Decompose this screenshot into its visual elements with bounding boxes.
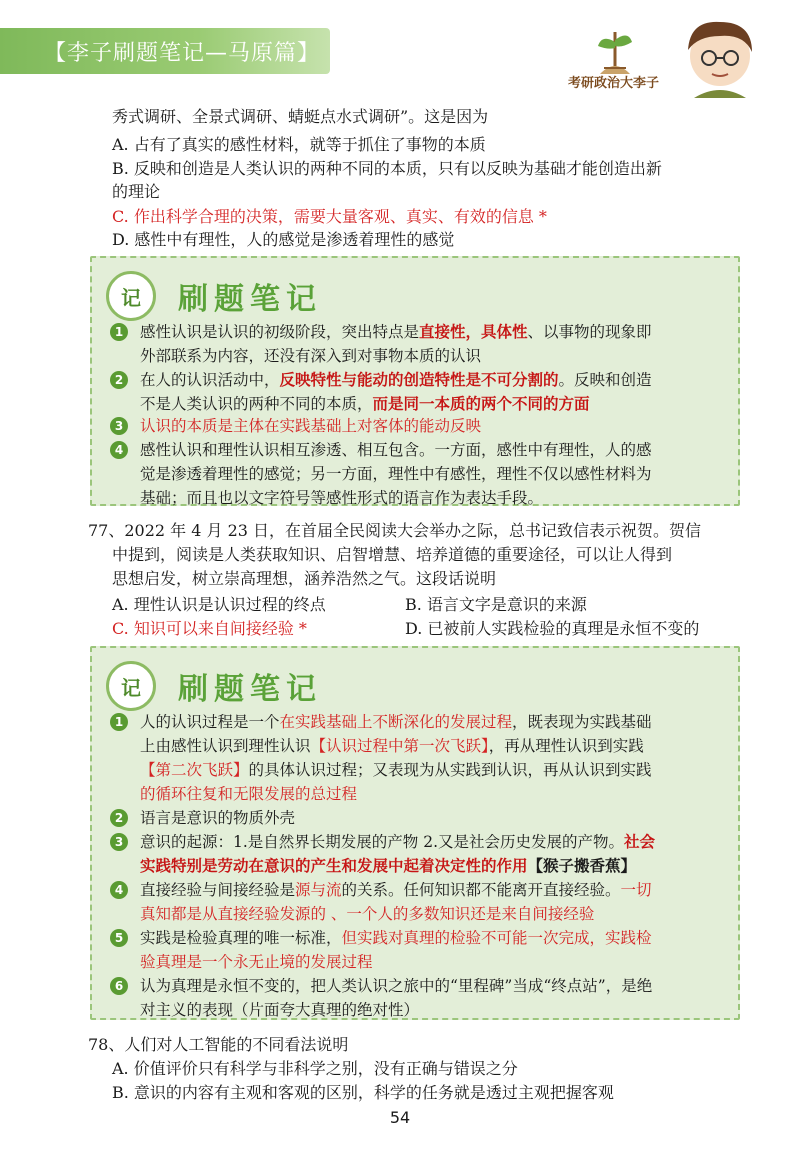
item-number-icon: 6 <box>110 977 128 995</box>
item-text: 人的认识过程是一个 <box>140 713 280 731</box>
item-text: 感性认识和理性认识相互渗透、相互包含。一方面，感性中有理性，人的感 <box>140 441 652 459</box>
note-box-2 <box>90 646 740 1020</box>
item-number-icon: 3 <box>110 417 128 435</box>
note1-item-1 <box>112 320 732 368</box>
item-highlight: 验真理是一个永无止境的发展过程 <box>140 953 373 971</box>
q78-option-a: A. 价值评价只有科学与非科学之别，没有正确与错误之分 <box>112 1059 518 1078</box>
q77-option-b: B. 语言文字是意识的来源 <box>405 595 587 614</box>
q78-option-b: B. 意识的内容有主观和客观的区别，科学的任务就是透过主观把握客观 <box>112 1083 614 1102</box>
q77-option-c: C. 知识可以来自间接经验 * <box>112 619 307 638</box>
item-number-icon: 1 <box>110 323 128 341</box>
item-highlight: 认识的本质是主体在实践基础上对客体的能动反映 <box>140 417 482 435</box>
q76-option-d: D. 感性中有理性，人的感觉是渗透着理性的感觉 <box>112 230 455 249</box>
item-text: 的具体认识过程；又表现为从实践到认识，再从认识到实践 <box>248 761 652 779</box>
item-text: 直接经验与间接经验是 <box>140 881 296 899</box>
note2-item-4 <box>112 878 732 926</box>
item-text: 感性认识是认识的初级阶段，突出特点是 <box>140 323 420 341</box>
item-number-icon: 4 <box>110 881 128 899</box>
q77-stem-line1: 77、2022 年 4 月 23 日，在首届全民阅读大会举办之际，总书记致信表示祝贺。贺信 <box>88 521 702 540</box>
header-banner <box>0 28 330 74</box>
item-text: 实践是检验真理的唯一标准， <box>140 929 342 947</box>
item-highlight: 在实践基础上不断深化的发展过程 <box>279 713 513 731</box>
q76-option-c: C. 作出科学合理的决策，需要大量客观、真实、有效的信息 * <box>112 207 547 226</box>
item-highlight: 一切 <box>620 881 652 899</box>
q77-stem-line2: 中提到，阅读是人类获取知识、启智增慧、培养道德的重要途径，可以让人得到 <box>112 545 673 564</box>
q76-option-a: A. 占有了真实的感性材料，就等于抓住了事物的本质 <box>112 135 486 154</box>
note-title-1 <box>106 268 366 324</box>
page-number: 54 <box>389 1108 411 1127</box>
item-text: 在人的认识活动中， <box>140 371 280 389</box>
item-number-icon: 5 <box>110 929 128 947</box>
note1-item-4 <box>112 438 732 510</box>
item-text: 【猴子搬香蕉】 <box>527 856 637 875</box>
item-number-icon: 4 <box>110 441 128 459</box>
q77-option-d: D. 已被前人实践检验的真理是永恒不变的 <box>405 619 700 638</box>
item-text: 上由感性认识到理性认识 <box>140 737 311 755</box>
q78-stem: 78、人们对人工智能的不同看法说明 <box>88 1035 349 1054</box>
note2-item-3 <box>112 830 732 878</box>
note2-item-2 <box>112 806 732 830</box>
note2-item-1 <box>112 710 732 806</box>
brand-name: 考研政治大李子 <box>568 76 660 91</box>
item-number-icon: 3 <box>110 833 128 851</box>
item-text: 基础；而且也以文字符号等感性形式的语言作为表达手段。 <box>140 489 544 507</box>
note-title-text: 刷题笔记 <box>178 672 322 707</box>
item-text: 觉是渗透着理性的感觉；另一方面，理性中有感性，理性不仅以感性材料为 <box>140 465 652 483</box>
note1-item-2 <box>112 368 732 416</box>
item-highlight: 【第二次飞跃】 <box>140 761 249 779</box>
item-text: 外部联系为内容，还没有深入到对事物本质的认识 <box>140 347 482 365</box>
note2-item-5 <box>112 926 732 974</box>
note-icon: 记 <box>106 271 156 321</box>
item-highlight: 社会 <box>624 832 656 851</box>
item-text: 的关系。任何知识都不能离开直接经验。 <box>341 881 621 899</box>
item-text: 。反映和创造 <box>558 371 652 389</box>
item-highlight: 直接性，具体性 <box>419 322 528 341</box>
item-highlight: 实践特别是劳动在意识的产生和发展中起着决定性的作用 <box>140 856 528 875</box>
item-text: 认为真理是永恒不变的，把人类认识之旅中的“里程碑”当成“终点站”，是绝 <box>140 977 653 995</box>
item-text: 语言是意识的物质外壳 <box>140 809 296 827</box>
item-highlight: 反映特性与能动的创造特性是不可分割的 <box>279 370 559 389</box>
item-number-icon: 2 <box>110 371 128 389</box>
item-text: 意识的起源：1.是自然界长期发展的产物 2.又是社会历史发展的产物。 <box>140 833 625 851</box>
item-text: ，既表现为实践基础 <box>512 713 652 731</box>
item-highlight: 真知都是从直接经验发源的 、一个人的多数知识还是来自间接经验 <box>140 905 595 923</box>
item-text: 、以事物的现象即 <box>527 323 652 341</box>
note-title-2 <box>106 658 366 714</box>
note-icon: 记 <box>106 661 156 711</box>
note1-item-3 <box>112 414 732 438</box>
item-number-icon: 2 <box>110 809 128 827</box>
item-highlight: 的循环往复和无限发展的总过程 <box>140 785 358 803</box>
item-highlight: 【认识过程中第一次飞跃】 <box>310 737 489 755</box>
note-title-text: 刷题笔记 <box>178 282 322 317</box>
note2-item-6 <box>112 974 732 1022</box>
note-box-1 <box>90 256 740 506</box>
item-text: ，再从理性认识到实践 <box>488 737 644 755</box>
item-highlight: 但实践对真理的检验不可能一次完成，实践检 <box>341 929 652 947</box>
q76-option-b-line1: B. 反映和创造是人类认识的两种不同的本质，只有以反映为基础才能创造出新 <box>112 159 662 178</box>
q76-stem-tail: 秀式调研、全景式调研、蜻蜓点水式调研”。这是因为 <box>112 107 489 126</box>
item-highlight: 源与流 <box>295 881 342 899</box>
item-text: 不是人类认识的两种不同的本质， <box>140 395 373 413</box>
q77-stem-line3: 思想启发，树立崇高理想，涵养浩然之气。这段话说明 <box>112 569 497 588</box>
item-text: 对主义的表现（片面夸大真理的绝对性） <box>140 1001 420 1019</box>
item-highlight: 而是同一本质的两个不同的方面 <box>372 394 590 413</box>
q76-option-b-line2: 的理论 <box>112 182 161 201</box>
header-title: 【李子刷题笔记—马原篇】 <box>44 40 321 66</box>
item-number-icon: 1 <box>110 713 128 731</box>
q77-option-a: A. 理性认识是认识过程的终点 <box>112 595 326 614</box>
